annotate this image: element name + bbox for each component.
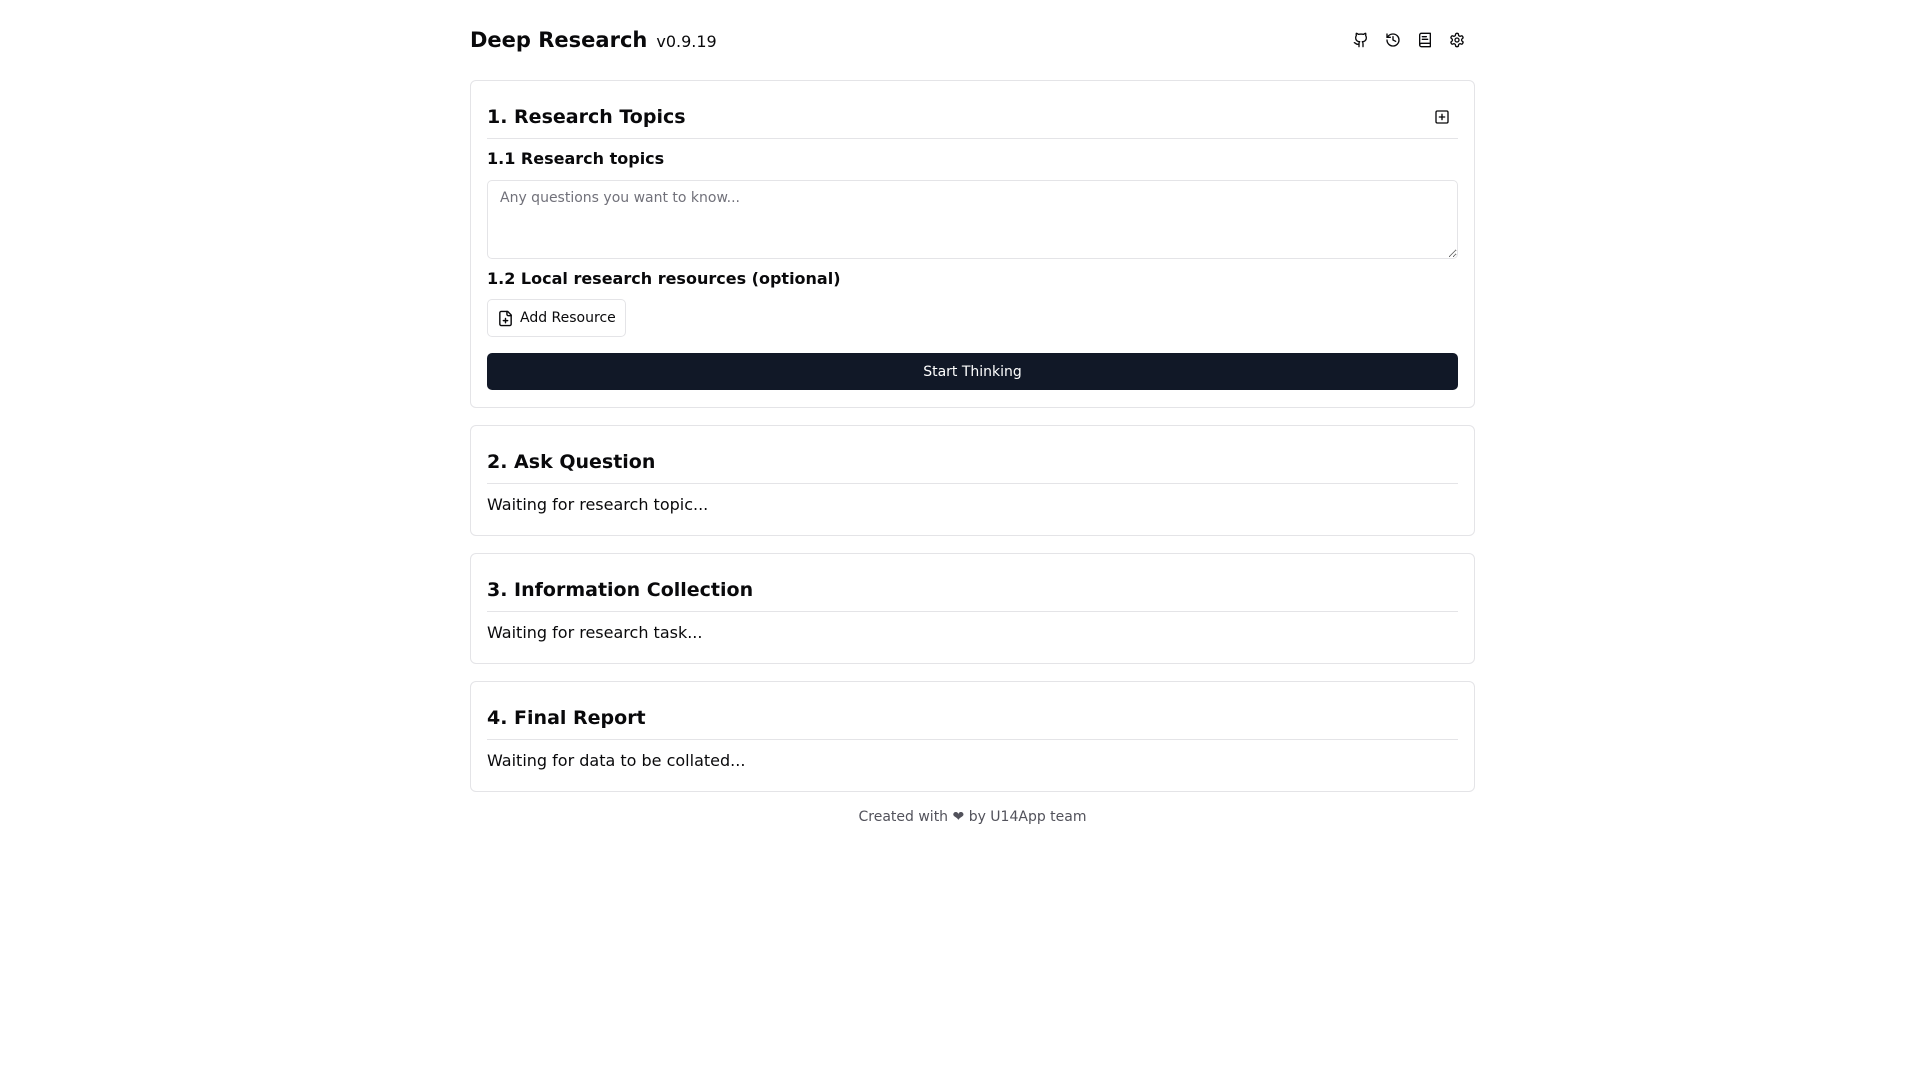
- app-container: [470, 0, 1475, 825]
- information-collection-title: 3. Information Collection: [487, 579, 754, 601]
- research-topics-label: 1.1 Research topics: [487, 149, 665, 168]
- information-collection-card: [470, 553, 1475, 664]
- history-icon: [1385, 32, 1401, 48]
- knowledge-button[interactable]: [1413, 28, 1437, 52]
- research-topic-input[interactable]: [487, 180, 1458, 259]
- app-title: Deep Research: [470, 28, 648, 52]
- final-report-header: [487, 682, 1458, 740]
- information-collection-header: [487, 554, 1458, 612]
- local-resources-label: 1.2 Local research resources (optional): [487, 269, 841, 288]
- github-button[interactable]: [1349, 28, 1373, 52]
- add-resource-button[interactable]: [487, 299, 626, 337]
- brand: [470, 28, 717, 52]
- settings-icon: [1449, 32, 1465, 48]
- square-plus-icon: [1434, 109, 1450, 125]
- footer-credit: Created with ❤ by U14App team: [858, 809, 1087, 825]
- ask-question-status: Waiting for research topic...: [487, 495, 709, 514]
- information-collection-status: Waiting for research task...: [487, 623, 703, 642]
- final-report-card: [470, 681, 1475, 792]
- new-research-button[interactable]: [1428, 103, 1456, 131]
- github-icon: [1353, 32, 1369, 48]
- ask-question-card: [470, 425, 1475, 536]
- add-resource-label: Add Resource: [520, 310, 616, 326]
- final-report-status: Waiting for data to be collated...: [487, 751, 746, 770]
- research-topics-card: [470, 80, 1475, 408]
- research-topics-header: [487, 81, 1458, 139]
- file-plus-icon: [497, 310, 514, 327]
- app-version: v0.9.19: [656, 32, 717, 51]
- app-header: [470, 0, 1475, 80]
- ask-question-header: [487, 426, 1458, 484]
- header-toolbar: [1349, 28, 1469, 52]
- book-icon: [1417, 32, 1433, 48]
- final-report-title: 4. Final Report: [487, 707, 646, 729]
- history-button[interactable]: [1381, 28, 1405, 52]
- ask-question-title: 2. Ask Question: [487, 451, 656, 473]
- start-thinking-button[interactable]: Start Thinking: [487, 353, 1458, 390]
- settings-button[interactable]: [1445, 28, 1469, 52]
- research-topics-title: 1. Research Topics: [487, 106, 686, 128]
